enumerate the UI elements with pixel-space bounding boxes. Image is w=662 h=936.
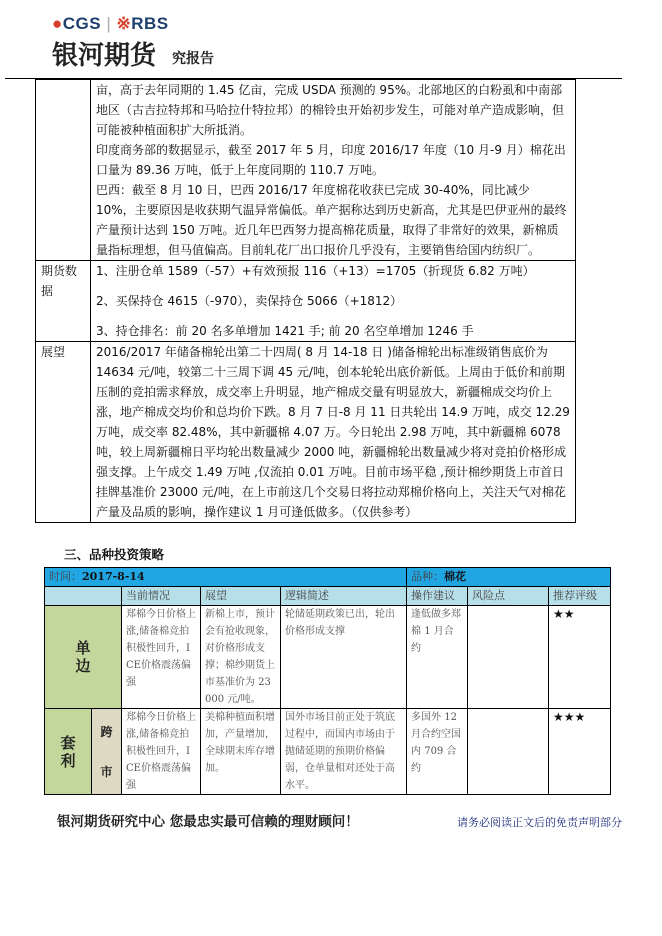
risk-cell <box>468 606 549 709</box>
variety-label: 品种： <box>411 570 445 583</box>
current-cell: 郑棉今日价格上涨,储备棉竞拍积极性回升，ICE价格震荡偏强 <box>122 709 201 795</box>
page-header <box>0 0 662 78</box>
row-label: 期货数据 <box>36 261 91 342</box>
company-logo: ●CGS | ※RBS <box>52 14 169 33</box>
category-cell <box>45 709 92 795</box>
paragraph: 巴西：截至 8 月 10 日，巴西 2016/17 年度棉花收获已完成 30-40%，同比减少 10%，主要原因是收获期气温异常偏低。单产据称达到历史新高，尤其是巴伊亚州的最终产量预计达到 150 万吨。近几年巴西努力提高棉花质量，取得了非常好的效果，新棉质量指标理想，但马值偏高。目前轧花厂出口报价几乎没有，主要销售给国内纺织厂。 <box>96 183 567 257</box>
row-content <box>91 80 576 261</box>
row-content <box>91 342 576 523</box>
column-header: 展望 <box>201 587 281 606</box>
brand-name: 银河期货 <box>52 41 157 71</box>
category-label: 单边 <box>75 639 91 675</box>
column-header: 风险点 <box>468 587 549 606</box>
table-row <box>36 261 576 342</box>
footer-slogan: 银河期货研究中心 您最忠实最可信赖的理财顾问！ <box>57 814 359 830</box>
report-subtitle: 究报告 <box>172 51 214 67</box>
paragraph: 2016/2017 年储备棉轮出第二十四周( 8 月 14-18 日 )储备棉轮出标准级销售底价为 14634 元/吨，较第二十三周下调 45 元/吨，创本轮轮出底价新低。上周由于低价和前期压制的竞拍需求释放，成交率上升明显，地产棉成交量有明显放大，新疆棉成交均价上涨，地产棉成交均价和总均价下跌。8 月 7 日-8 月 11 日共轮出 14.9 万吨，成交 12.29 万吨，成交率 82.48%，其中新疆棉 4.07 万。今日轮出 2.98 万吨，其中新疆棉 6078 吨，较上周新疆棉日平均轮出数量减少 2000 吨，新疆棉轮出数量减少将对竞拍价格形成强支撑。上午成交 1.49 万吨 ,仅流拍 0.01 万吨。目前市场平稳 ,预计棉纱期货上市首日挂牌基准价 23000 元/吨，在上市前这几个交易日将拉动郑棉价格向上，关注天气对棉花产量及品质的影响，操作建议 1 月可逢低做多。（仅供参考） <box>96 345 570 519</box>
strategy-table <box>44 567 611 795</box>
advice-cell: 多国外 12 月合约空国内 709 合约 <box>407 709 468 795</box>
subcategory-cell <box>92 709 122 795</box>
subcategory-label: 跨市 <box>100 724 113 779</box>
logic-cell: 国外市场目前正处于筑底过程中，而国内市场由于抛储延期的预期价格偏弱，仓单量相对还处于高水平。 <box>281 709 407 795</box>
current-cell: 郑棉今日价格上涨,储备棉竞拍积极性回升，ICE价格震荡偏强 <box>122 606 201 709</box>
variety-value: 棉花 <box>444 570 467 583</box>
table-row <box>45 709 611 795</box>
disclaimer-note: 请务必阅读正文后的免责声明部分 <box>457 816 622 829</box>
paragraph: 1、注册仓单 1589（-57）+有效预报 116（+13）=1705（折现货 6.82 万吨） <box>96 264 535 278</box>
row-label: 展望 <box>36 342 91 523</box>
rating-stars: ★★ <box>549 606 611 709</box>
table-row <box>36 342 576 523</box>
logic-cell: 轮储延期政策已出，轮出价格形成支撑 <box>281 606 407 709</box>
row-label <box>36 80 91 261</box>
risk-cell <box>468 709 549 795</box>
time-label: 时间： <box>49 570 82 583</box>
category-cell <box>45 606 122 709</box>
section-title: 三、品种投资策略 <box>64 547 165 562</box>
column-headers <box>45 587 611 606</box>
table-row <box>36 80 576 261</box>
paragraph: 3、持仓排名：前 20 名多单增加 1421 手; 前 20 名空单增加 1246 手 <box>96 324 474 338</box>
paragraph: 亩，高于去年同期的 1.45 亿亩，完成 USDA 预测的 95%。北部地区的白粉虱和中南部地区（古吉拉特邦和马哈拉什特拉邦）的棉铃虫开始初步发生，可能对单产造成影响，但可能被种植面积扩大所抵消。 <box>96 83 565 137</box>
strategy-header <box>45 568 611 587</box>
report-table <box>35 79 576 523</box>
rating-stars: ★★★ <box>549 709 611 795</box>
outlook-cell: 美棉种植面积增加，产量增加，全球期末库存增加。 <box>201 709 281 795</box>
category-label: 套利 <box>60 733 76 770</box>
paragraph: 2、买保持仓 4615（-970），卖保持仓 5066（+1812） <box>96 294 403 308</box>
column-header: 操作建议 <box>407 587 468 606</box>
row-content <box>91 261 576 342</box>
column-header: 当前情况 <box>122 587 201 606</box>
page-footer <box>57 813 622 831</box>
column-header: 推荐评级 <box>549 587 611 606</box>
advice-cell: 逢低做多郑棉 1 月合约 <box>407 606 468 709</box>
table-row <box>45 606 611 709</box>
outlook-cell: 新棉上市，预计会有抢收现象，对价格形成支撑；棉纱期货上市基准价为 23000 元/吨。 <box>201 606 281 709</box>
time-value: 2017-8-14 <box>82 570 145 583</box>
paragraph: 印度商务部的数据显示，截至 2017 年 5 月，印度 2016/17 年度（10 月-9 月）棉花出口量为 89.36 万吨，低于上年度同期的 110.7 万吨。 <box>96 143 566 177</box>
column-header: 逻辑简述 <box>281 587 407 606</box>
